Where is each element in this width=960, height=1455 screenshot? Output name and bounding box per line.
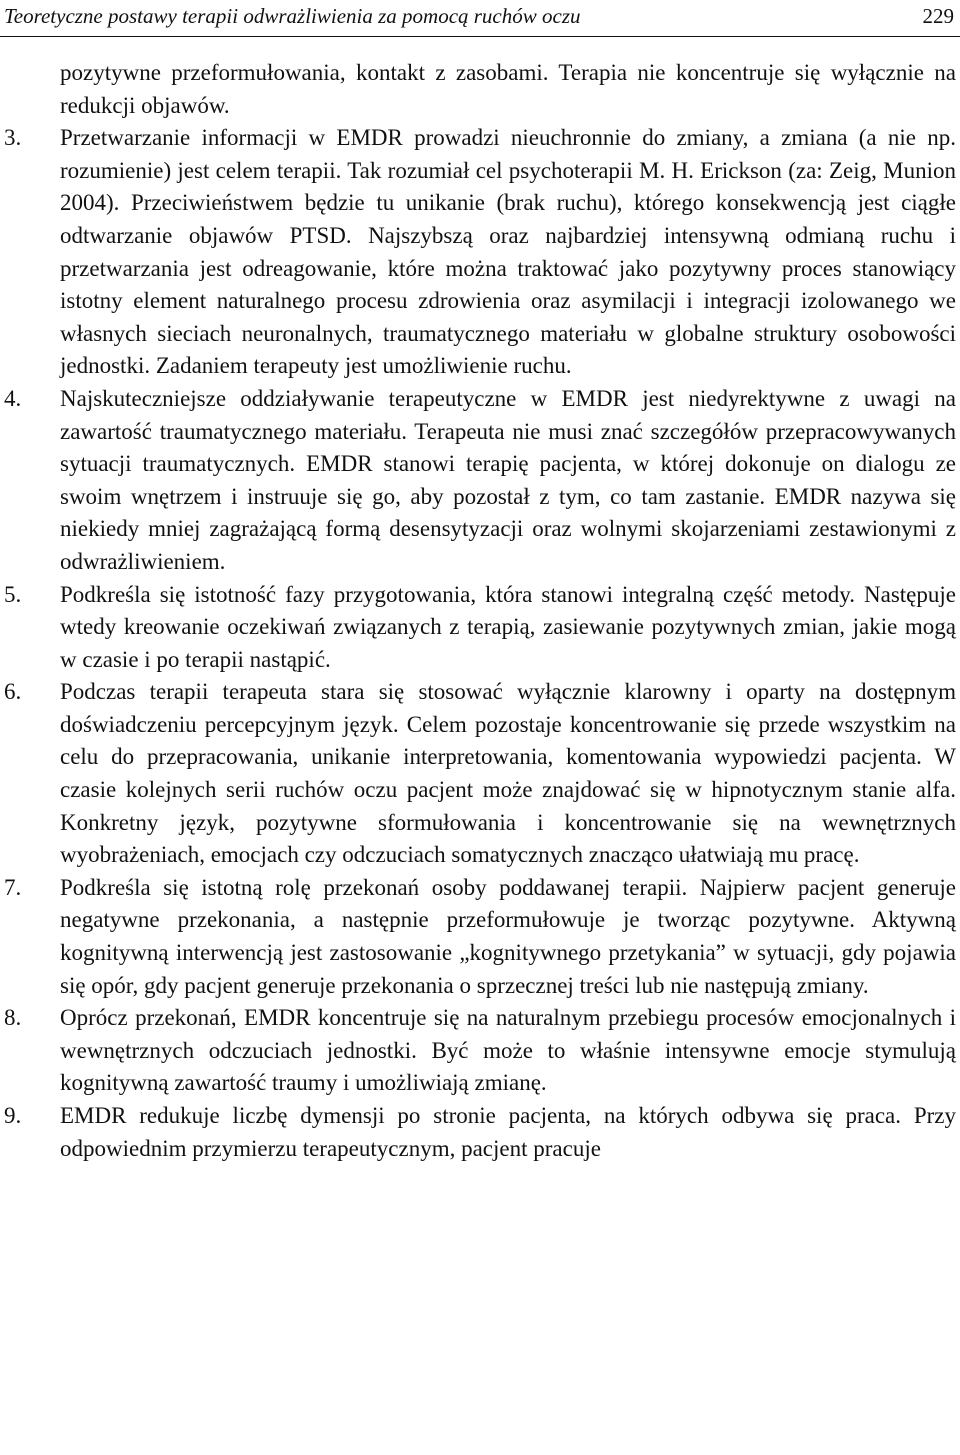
body-text xyxy=(4,57,956,1165)
list-item-text: Podkreśla się istotną rolę przekonań osoby poddawanej terapii. Najpierw pacjent generuje negatywne przekonania, a następnie przeformułowuje je tworząc pozytywne. Aktywną kognitywną interwencją jest zastosowanie „kognitywnego przetykania” w sytuacji, gdy pojawia się opór, gdy pacjent generuje przekonania o sprzecznej treści lub nie następują zmiany. xyxy=(60,874,956,998)
running-head-title: Teoretyczne postawy terapii odwrażliwienia za pomocą ruchów oczu xyxy=(4,4,581,28)
list-item-text: Oprócz przekonań, EMDR koncentruje się na naturalnym przebiegu procesów emocjonalnych i wewnętrznych odczuciach jednostki. Być może to właśnie intensywne emocje stymulują kognitywną zawartość traumy i umożliwiają zmianę. xyxy=(60,1005,956,1096)
list-item-number: 8. xyxy=(4,1005,22,1031)
list-item-8 xyxy=(4,1002,956,1100)
list-item-text: EMDR redukuje liczbę dymensji po stronie pacjenta, na których odbywa się praca. Przy odpowiednim przymierzu terapeutycznym, pacjent pracuje xyxy=(60,1103,956,1161)
list-item-number: 4. xyxy=(4,385,22,411)
list-item-number: 5. xyxy=(4,581,22,607)
list-item-3 xyxy=(4,122,956,383)
intro-paragraph xyxy=(4,57,956,122)
header-rule xyxy=(0,36,960,37)
list-item-number: 9. xyxy=(4,1103,22,1128)
list-item-text: Podkreśla się istotność fazy przygotowania, która stanowi integralną część metody. Następuje wtedy kreowanie oczekiwań związanych z terapią, zasiewanie pozytywnych zmian, jakie mogą w czasie i po terapii nastąpić. xyxy=(60,581,956,672)
running-head xyxy=(4,4,954,32)
list-item-6 xyxy=(4,676,956,872)
intro-text: pozytywne przeformułowania, kontakt z zasobami. Terapia nie koncentruje się wyłącznie na redukcji objawów. xyxy=(60,60,956,118)
list-item-5 xyxy=(4,579,956,677)
list-item-text: Najskuteczniejsze oddziaływanie terapeutyczne w EMDR jest niedyrektywne z uwagi na zawartość traumatycznego materiału. Terapeuta nie musi znać szczegółów przepracowywanych sytuacji traumatycznych. EMDR stanowi terapię pacjenta, w której dokonuje on dialogu ze swoim wnętrzem i instruuje się go, aby pozostał z tym, co tam zastanie. EMDR nazywa się niekiedy mniej zagrażającą formą desensytyzacji oraz wolnymi skojarzeniami zestawionymi z odwrażliwieniem. xyxy=(60,385,956,574)
list-item-text: Podczas terapii terapeuta stara się stosować wyłącznie klarowny i oparty na dostępnym doświadczeniu percepcyjnym język. Celem pozostaje koncentrowanie się przede wszystkim na celu do przepracowania, unikanie interpretowania, komentowania wypowiedzi pacjenta. W czasie kolejnych serii ruchów oczu pacjent może znajdować się w hipnotycznym stanie alfa. Konkretny język, pozytywne sformułowania i koncentrowanie się na wewnętrznych wyobrażeniach, emocjach czy odczuciach somatycznych znacząco ułatwiają mu pracę. xyxy=(60,679,956,868)
list-item-number: 7. xyxy=(4,874,22,900)
list-item-text: Przetwarzanie informacji w EMDR prowadzi nieuchronnie do zmiany, a zmiana (a nie np. rozumienie) jest celem terapii. Tak rozumiał cel psychoterapii M. H. Erickson (za: Zeig, Munion 2004). Przeciwieństwem będzie tu unikanie (brak ruchu), którego konsekwencją jest ciągłe odtwarzanie objawów PTSD. Najszybszą oraz najbardziej intensywną odmianą ruchu i przetwarzania jest odreagowanie, które można traktować jako pozytywny proces stanowiący istotny element naturalnego procesu zdrowienia oraz asymilacji i integracji izolowanego we własnych sieciach neuronalnych, traumatycznego materiału w globalne struktury osobowości jednostki. Zadaniem terapeuty jest umożliwienie ruchu. xyxy=(60,125,956,379)
list-item-number: 3. xyxy=(4,125,22,151)
list-item-9 xyxy=(4,1100,956,1165)
list-item-number: 6. xyxy=(4,679,22,705)
list-item-7 xyxy=(4,872,956,1002)
page-number: 229 xyxy=(922,4,954,28)
list-item-4 xyxy=(4,383,956,579)
